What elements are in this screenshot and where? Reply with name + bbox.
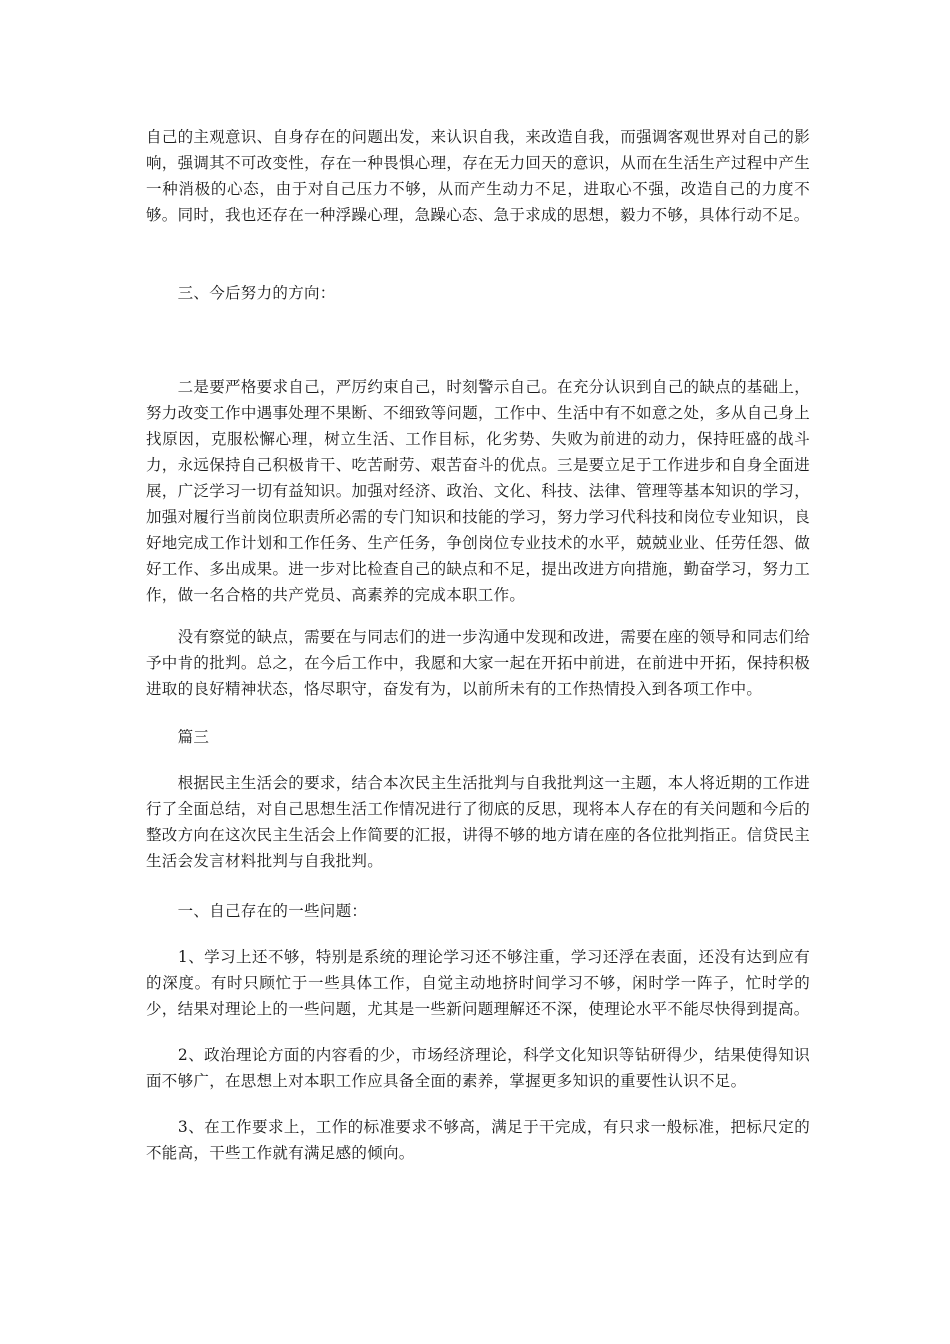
- section-heading-existing-problems: 一、自己存在的一些问题：: [146, 902, 368, 920]
- section-heading-future-direction: 三、今后努力的方向：: [146, 284, 336, 302]
- paragraph-introduction: 根据民主生活会的要求，结合本次民主生活批判与自我批判这一主题，本人将近期的工作进行了全面总结，对自己思想生活工作情况进行了彻底的反思，现将本人存在的有关问题和今后的整改方向在这次民主生活会上作简要的汇报，讲得不够的地方请在座的各位批判指正。信贷民主生活会发言材料批判与自我批判。: [146, 774, 810, 870]
- paragraph-undetected-shortcomings: 没有察觉的缺点，需要在与同志们的进一步沟通中发现和改进，需要在座的领导和同志们给予中肯的批判。总之，在今后工作中，我愿和大家一起在开拓中前进，在前进中开拓，保持积极进取的良好精神状态，恪尽职守，奋发有为，以前所未有的工作热情投入到各项工作中。: [146, 628, 810, 698]
- list-item-problem-1: 1、学习上还不够，特别是系统的理论学习还不够注重，学习还浮在表面，还没有达到应有的深度。有时只顾忙于一些具体工作，自觉主动地挤时间学习不够，闲时学一阵子，忙时学的少，结果对理论上的一些问题，尤其是一些新问题理解还不深，使理论水平不能尽快得到提高。: [146, 948, 810, 1018]
- paragraph-self-analysis-continued: 自己的主观意识、自身存在的问题出发，来认识自我，来改造自我，而强调客观世界对自己的影响，强调其不可改变性，存在一种畏惧心理，存在无力回天的意识，从而在生活生产过程中产生一种消极的心态，由于对自己压力不够，从而产生动力不足，进取心不强，改造自己的力度不够。同时，我也还存在一种浮躁心理，急躁心态、急于求成的思想，毅力不够，具体行动不足。: [146, 128, 810, 224]
- list-item-problem-3: 3、在工作要求上，工作的标准要求不够高，满足于干完成，有只求一般标准，把标尺定的不能高，干些工作就有满足感的倾向。: [146, 1118, 810, 1162]
- list-item-problem-2: 2、政治理论方面的内容看的少，市场经济理论，科学文化知识等钻研得少，结果使得知识面不够广，在思想上对本职工作应具备全面的素养，掌握更多知识的重要性认识不足。: [146, 1046, 810, 1090]
- section-heading-part-three: 篇三: [146, 728, 210, 746]
- paragraph-strict-requirements: 二是要严格要求自己，严厉约束自己，时刻警示自己。在充分认识到自己的缺点的基础上，努力改变工作中遇事处理不果断、不细致等问题，工作中、生活中有不如意之处，多从自己身上找原因，克服松懈心理，树立生活、工作目标，化劣势、失败为前进的动力，保持旺盛的战斗力，永远保持自己积极肯干、吃苦耐劳、艰苦奋斗的优点。三是要立足于工作进步和自身全面进展，广泛学习一切有益知识。加强对经济、政治、文化、科技、法律、管理等基本知识的学习，加强对履行当前岗位职责所必需的专门知识和技能的学习，努力学习代科技和岗位专业知识，良好地完成工作计划和工作任务、生产任务，争创岗位专业技术的水平，兢兢业业、任劳任怨、做好工作、多出成果。进一步对比检查自己的缺点和不足，提出改进方向措施，勤奋学习，努力工作，做一名合格的共产党员、高素养的完成本职工作。: [146, 378, 810, 604]
